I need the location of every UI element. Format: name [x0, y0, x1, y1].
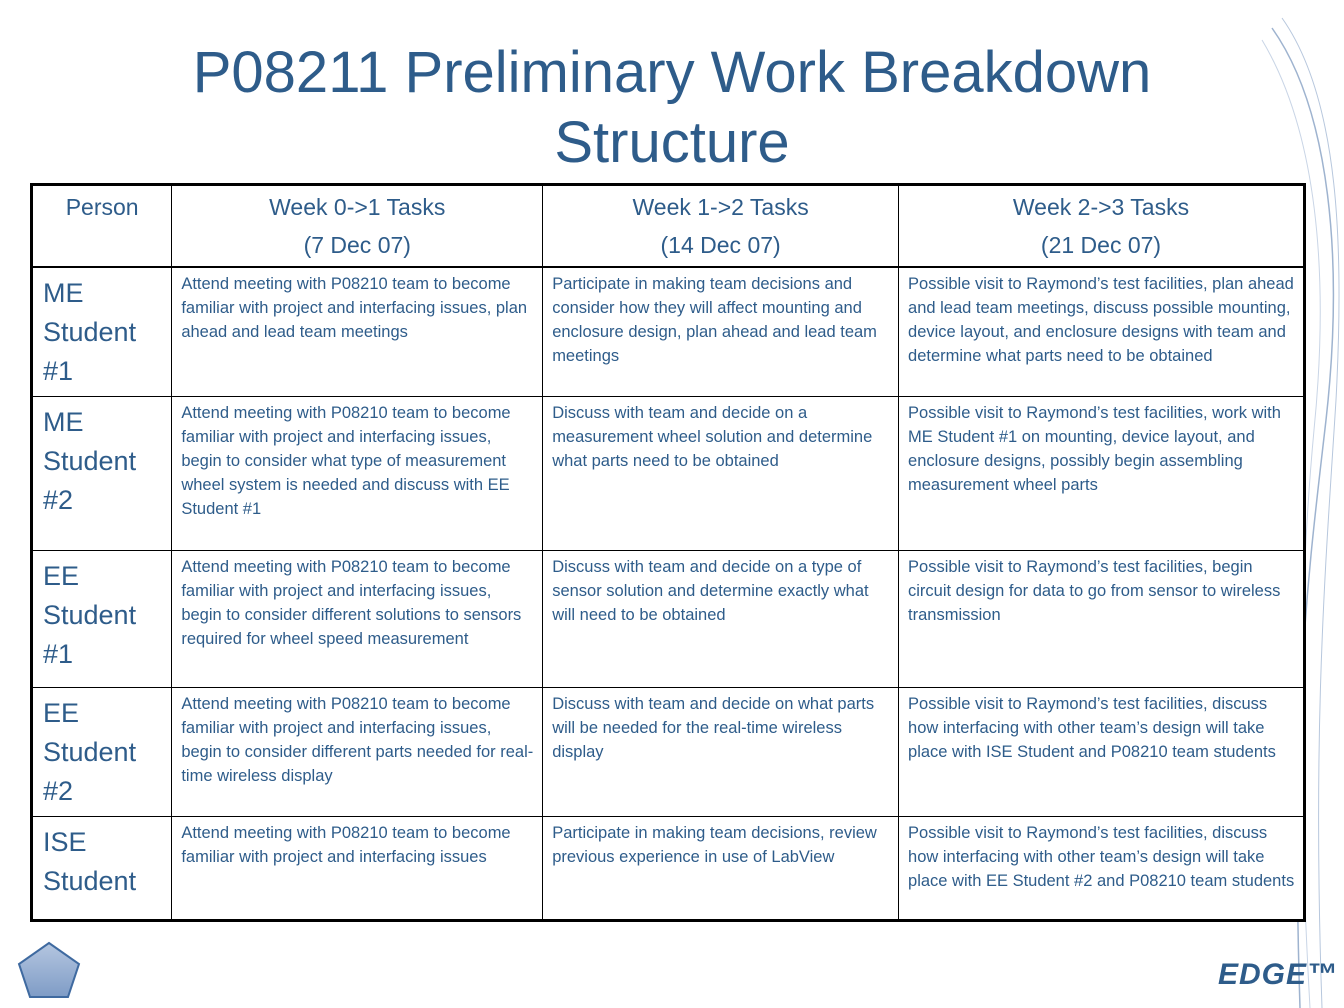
week-1-2-task-cell: Discuss with team and decide on a type of sensor solution and determine exactly what will need to be obtained — [543, 550, 899, 687]
person-cell: ISE Student — [32, 816, 172, 920]
work-breakdown-table — [30, 183, 1306, 922]
header-week-1-2 — [543, 185, 899, 268]
week-1-2-task-cell: Discuss with team and decide on a measurement wheel solution and determine what parts need to be obtained — [543, 396, 899, 550]
week-0-1-task-cell: Attend meeting with P08210 team to become familiar with project and interfacing issues, plan ahead and lead team meetings — [172, 267, 543, 396]
week-1-2-task-cell: Participate in making team decisions, review previous experience in use of LabView — [543, 816, 899, 920]
week-2-3-task-cell: Possible visit to Raymond’s test facilities, plan ahead and lead team meetings, discuss possible mounting, device layout, and enclosure designs with team and determine what parts need to be obtained — [899, 267, 1305, 396]
pentagon-icon — [16, 940, 82, 1000]
header-week-2-3 — [899, 185, 1305, 268]
week-2-3-task-cell: Possible visit to Raymond’s test facilities, discuss how interfacing with other team’s design will take place with EE Student #2 and P08210 team students — [899, 816, 1305, 920]
week-0-1-task-cell: Attend meeting with P08210 team to become familiar with project and interfacing issues, begin to consider what type of measurement wheel system is needed and discuss with EE Student #1 — [172, 396, 543, 550]
header-week-1-2-label: Week 1->2 Tasks — [632, 194, 809, 220]
header-week-0-1-date: (7 Dec 07) — [303, 232, 411, 258]
home-nav-button[interactable] — [16, 940, 82, 1000]
slide-title: P08211 Preliminary Work Breakdown Structure — [192, 40, 1152, 175]
edge-brand-mark: EDGE™ — [1218, 958, 1339, 991]
header-person — [32, 185, 172, 268]
header-week-0-1 — [172, 185, 543, 268]
week-0-1-task-cell: Attend meeting with P08210 team to become familiar with project and interfacing issues, begin to consider different parts needed for real-time wireless display — [172, 687, 543, 816]
table-row — [32, 550, 1305, 687]
header-week-2-3-date: (21 Dec 07) — [1040, 232, 1162, 258]
table-row — [32, 687, 1305, 816]
week-2-3-task-cell: Possible visit to Raymond’s test facilities, begin circuit design for data to go from sensor to wireless transmission — [899, 550, 1305, 687]
week-0-1-task-cell: Attend meeting with P08210 team to become familiar with project and interfacing issues, begin to consider different solutions to sensors required for wheel speed measurement — [172, 550, 543, 687]
header-week-0-1-label: Week 0->1 Tasks — [269, 194, 446, 220]
week-1-2-task-cell: Participate in making team decisions and consider how they will affect mounting and enclosure design, plan ahead and lead team meetings — [543, 267, 899, 396]
week-1-2-task-cell: Discuss with team and decide on what parts will be needed for the real-time wireless display — [543, 687, 899, 816]
table-header-row — [32, 185, 1305, 268]
person-cell: ME Student #2 — [32, 396, 172, 550]
table-row — [32, 816, 1305, 920]
person-cell: EE Student #1 — [32, 550, 172, 687]
table-row — [32, 267, 1305, 396]
week-0-1-task-cell: Attend meeting with P08210 team to become familiar with project and interfacing issues — [172, 816, 543, 920]
table-row — [32, 396, 1305, 550]
header-week-2-3-label: Week 2->3 Tasks — [1012, 194, 1190, 220]
header-week-1-2-date: (14 Dec 07) — [660, 232, 781, 258]
header-person-label: Person — [65, 194, 139, 220]
week-2-3-task-cell: Possible visit to Raymond’s test facilities, work with ME Student #1 on mounting, device layout, and enclosure designs, possibly begin assembling measurement wheel parts — [899, 396, 1305, 550]
person-cell: EE Student #2 — [32, 687, 172, 816]
week-2-3-task-cell: Possible visit to Raymond’s test facilities, discuss how interfacing with other team’s design will take place with ISE Student and P08210 team students — [899, 687, 1305, 816]
person-cell: ME Student #1 — [32, 267, 172, 396]
